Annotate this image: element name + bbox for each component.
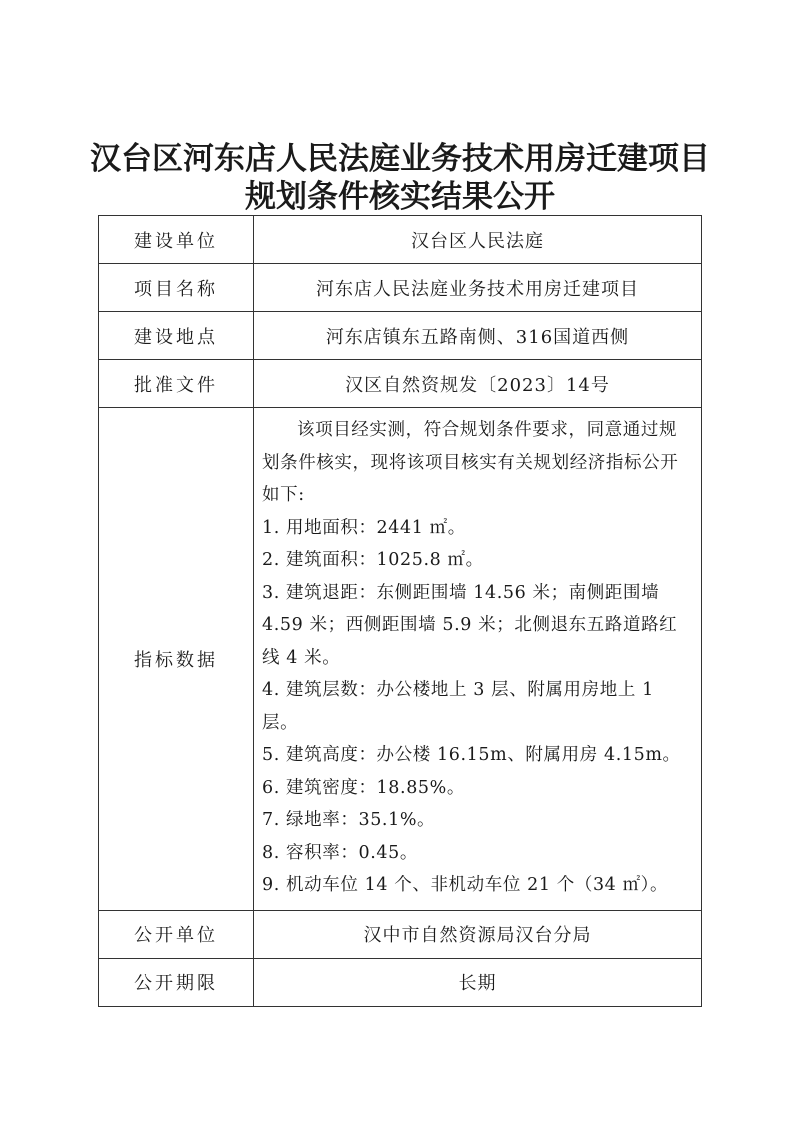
- info-table: [98, 215, 702, 1007]
- indicator-item: 9. 机动车位 14 个、非机动车位 21 个（34 ㎡）。: [262, 875, 669, 895]
- indicator-item: 2. 建筑面积：1025.8 ㎡。: [262, 550, 484, 570]
- indicator-content: [254, 408, 702, 911]
- row-value: 汉台区人民法庭: [254, 216, 702, 264]
- indicator-item: 7. 绿地率：35.1%。: [262, 810, 436, 830]
- table-row-project-name: [99, 264, 702, 312]
- row-label: 批准文件: [99, 360, 254, 408]
- table-row-indicators: [99, 408, 702, 911]
- row-value: 汉区自然资规发〔2023〕14号: [254, 360, 702, 408]
- row-value: 长期: [254, 958, 702, 1006]
- document-title-line2: 规划条件核实结果公开: [245, 179, 555, 215]
- table-row-publishing-period: [99, 958, 702, 1006]
- indicator-item: 6. 建筑密度：18.85%。: [262, 777, 465, 798]
- row-value: 汉中市自然资源局汉台分局: [254, 910, 702, 958]
- row-value: 河东店人民法庭业务技术用房迁建项目: [254, 264, 702, 312]
- row-label: 指标数据: [99, 408, 254, 911]
- table-row-publishing-unit: [99, 910, 702, 958]
- table-row-approval-document: [99, 360, 702, 408]
- indicator-item: 8. 容积率：0.45。: [262, 842, 418, 863]
- document-title: [0, 140, 800, 216]
- row-label: 建设单位: [99, 216, 254, 264]
- table-row-location: [99, 312, 702, 360]
- document-title-line1: 汉台区河东店人民法庭业务技术用房迁建项目: [90, 141, 710, 177]
- indicator-item: 3. 建筑退距：东侧距围墙 14.56 米；南侧距围墙 4.59 米；西侧距围墙 5.9 米；北侧退东五路道路红线 4 米。: [262, 582, 678, 668]
- row-label: 建设地点: [99, 312, 254, 360]
- row-value: 河东店镇东五路南侧、316国道西侧: [254, 312, 702, 360]
- row-label: 公开单位: [99, 910, 254, 958]
- indicator-item: 4. 建筑层数：办公楼地上 3 层、附属用房地上 1 层。: [262, 680, 654, 733]
- indicator-intro: 该项目经实测，符合规划条件要求，同意通过规划条件核实，现将该项目核实有关规划经济指标公开如下:: [262, 420, 679, 505]
- row-label: 公开期限: [99, 958, 254, 1006]
- indicator-item: 5. 建筑高度：办公楼 16.15m、附属用房 4.15m。: [262, 745, 681, 765]
- row-label: 项目名称: [99, 264, 254, 312]
- table-row-construction-unit: [99, 216, 702, 264]
- indicator-item: 1. 用地面积：2441 ㎡。: [262, 517, 466, 538]
